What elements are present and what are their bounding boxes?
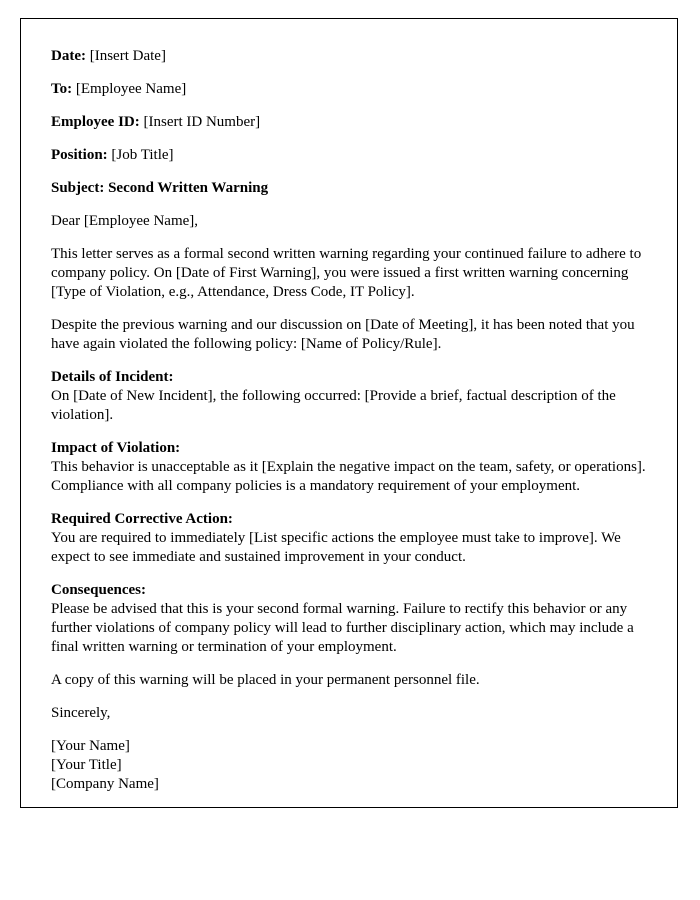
section-corrective-heading: Required Corrective Action:	[51, 511, 233, 527]
section-details-heading: Details of Incident:	[51, 369, 174, 385]
salutation: Dear [Employee Name],	[51, 213, 199, 229]
field-position-value: [Job Title]	[107, 147, 174, 163]
section-impact-heading: Impact of Violation:	[51, 440, 181, 456]
field-to-value: [Employee Name]	[72, 81, 187, 97]
subject-line: Subject: Second Written Warning	[51, 180, 269, 196]
section-details-of-incident	[51, 368, 647, 425]
section-impact-of-violation	[51, 439, 647, 496]
paragraph-personnel-file: A copy of this warning will be placed in your permanent personnel file.	[51, 672, 480, 688]
field-to	[51, 80, 647, 99]
section-details-body: On [Date of New Incident], the following occurred: [Provide a brief, factual description of the violation].	[51, 388, 616, 423]
sign-off: Sincerely,	[51, 705, 111, 721]
section-consequences-body: Please be advised that this is your second formal warning. Failure to rectify this behavior or any further violations of company policy will lead to further disciplinary action, which may include a final written warning or termination of your employment.	[51, 601, 634, 655]
signature-block	[51, 737, 647, 794]
section-corrective-body: You are required to immediately [List specific actions the employee must take to improve]. We expect to see immediate and sustained improvement in your conduct.	[51, 530, 621, 565]
signature-company: [Company Name]	[51, 776, 159, 792]
field-date-label: Date:	[51, 48, 86, 64]
paragraph-first-warning: This letter serves as a formal second written warning regarding your continued failure to adhere to company policy. On [Date of First Warning], you were issued a first written warning concerning [Type of Violation, e.g., Attendance, Dress Code, IT Policy].	[51, 246, 642, 300]
field-date-value: [Insert Date]	[85, 48, 166, 64]
field-position-label: Position:	[51, 147, 108, 163]
field-employee-id	[51, 113, 647, 132]
section-impact-body: This behavior is unacceptable as it [Explain the negative impact on the team, safety, or operations]. Compliance with all company policies is a mandatory requirement of your employment.	[51, 459, 646, 494]
field-employee-id-value: [Insert ID Number]	[139, 114, 261, 130]
paragraph-repeat-violation: Despite the previous warning and our discussion on [Date of Meeting], it has been noted that you have again violated the following policy: [Name of Policy/Rule].	[51, 317, 635, 352]
field-to-label: To:	[51, 81, 73, 97]
warning-letter-document	[20, 18, 678, 808]
signature-title: [Your Title]	[51, 757, 122, 773]
field-position	[51, 146, 647, 165]
field-date	[51, 47, 647, 66]
section-consequences-heading: Consequences:	[51, 582, 147, 598]
section-consequences	[51, 581, 647, 657]
section-corrective-action	[51, 510, 647, 567]
field-employee-id-label: Employee ID:	[51, 114, 140, 130]
signature-name: [Your Name]	[51, 738, 130, 754]
